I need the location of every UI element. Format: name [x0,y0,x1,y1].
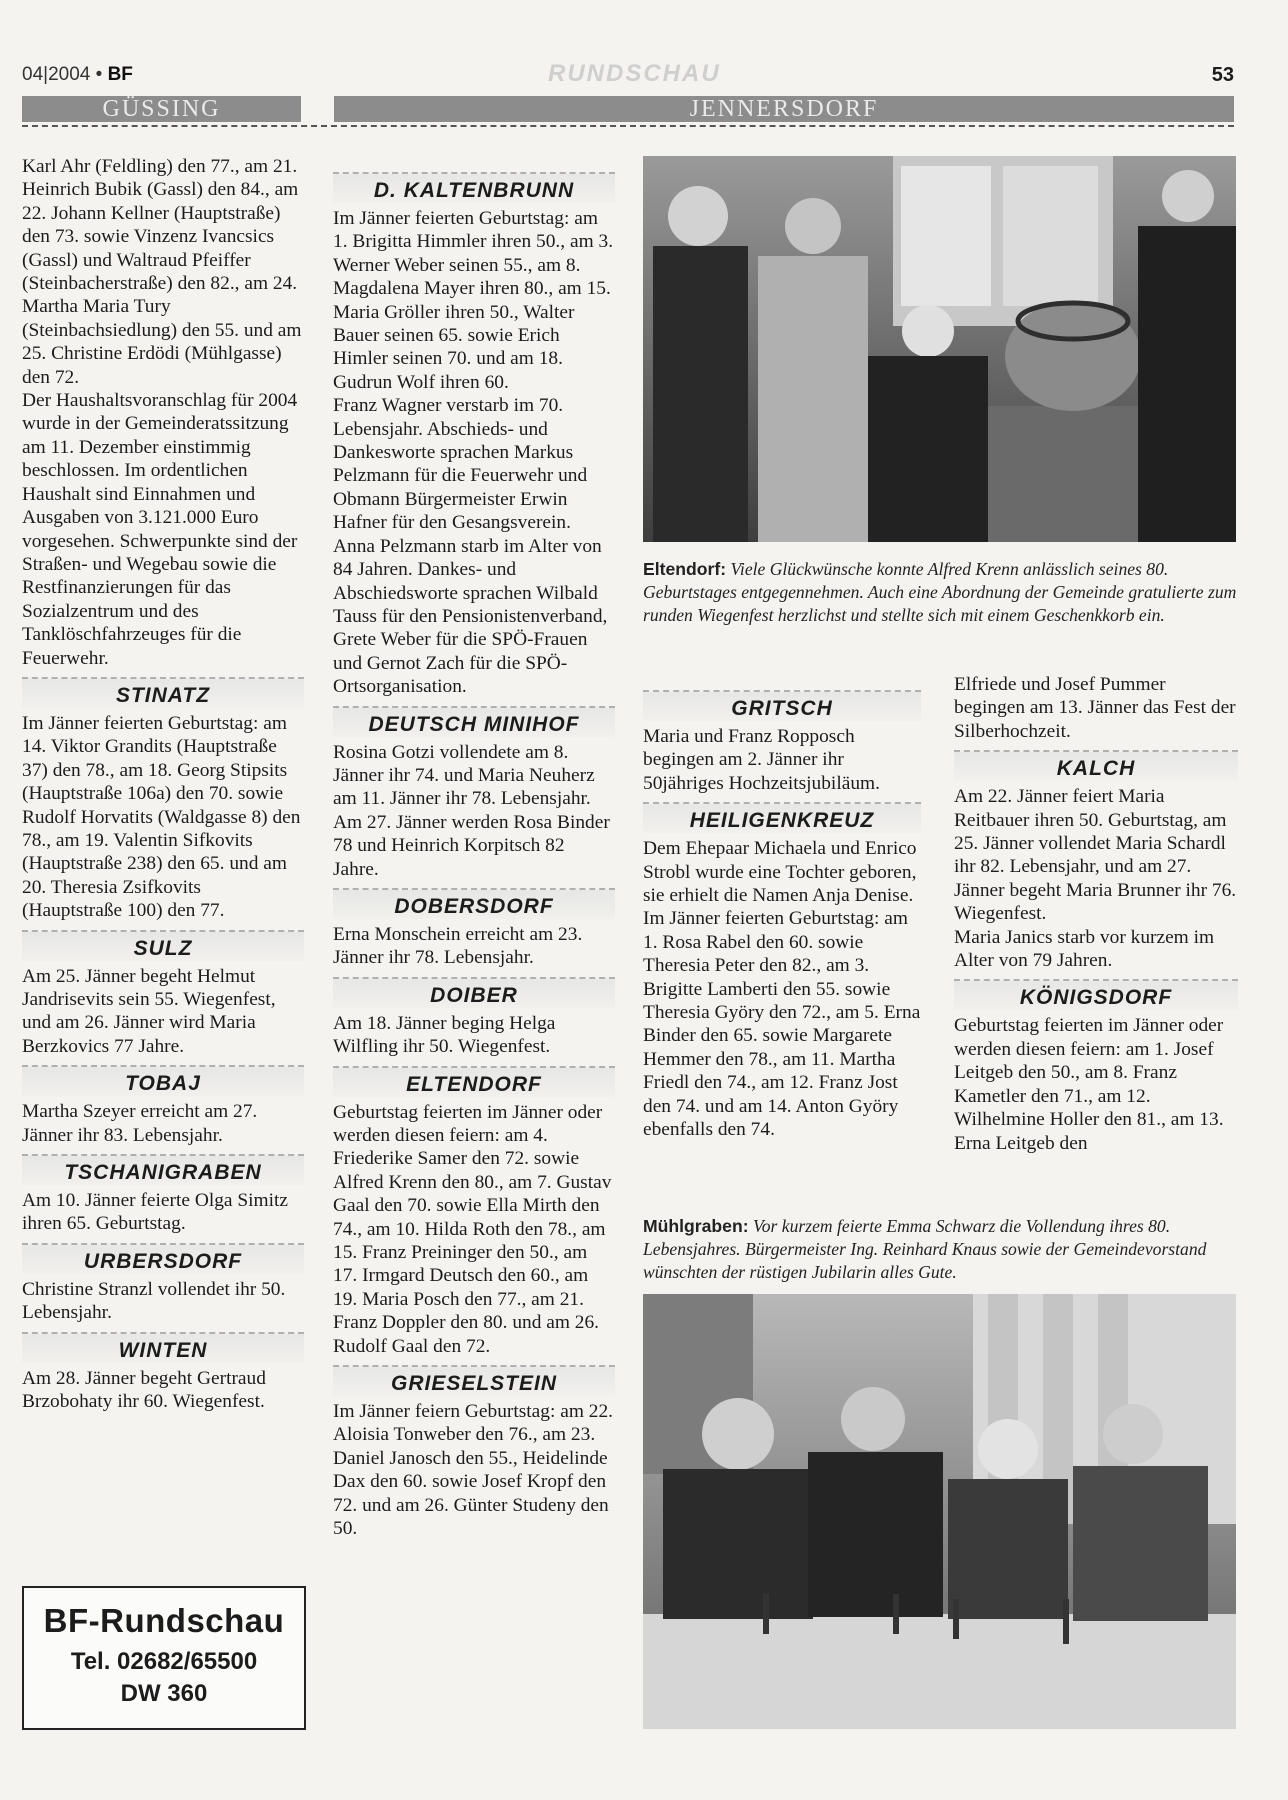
caption-text: Viele Glückwünsche konnte Alfred Krenn anlässlich seines 80. Geburtstages entgegennehmen. Auch eine Abordnung der Gemeinde gratulierte zum runden Wiegenfest herzlichst und stellte sich mit einem Geschenkkorb ein. [643,559,1237,625]
article-text: Am 25. Jänner begeht Helmut Jandrisevits sein 55. Wiegenfest, und am 26. Jänner wird Maria Berzkovics 77 Jahre. [22,965,276,1057]
section-title-urbersdorf: URBERSDORF [22,1243,304,1274]
header-divider [22,125,1234,127]
contact-ad-box [22,1586,306,1730]
caption-place: Mühlgraben: [643,1216,749,1236]
section-title-kalch: KALCH [954,750,1238,781]
photo-muehlgraben-birthday [643,1294,1236,1729]
article-text: Am 10. Jänner feierte Olga Simitz ihren 65. Geburtstag. [22,1190,289,1235]
issue-number: 04|2004 [22,64,91,85]
article-text: Geburtstag feierten im Jänner oder werden diesen feiern: am 1. Josef Leitgeb den 50., am 8. Franz Kametler den 71., am 12. Wilhelmine Holler den 81., am 13. Erna Leitgeb den [954,1015,1224,1154]
section-title-dobersdorf: DOBERSDORF [333,888,615,919]
column-2 [333,172,615,1541]
section-title-kaltenbrunn: D. KALTENBRUNN [333,172,615,203]
article-text: Maria Janics starb vor kurzem im Alter von 79 Jahren. [954,926,1215,972]
photo-caption-muehlgraben [643,1215,1243,1284]
article-text: Im Jänner feierten Geburtstag: am 14. Viktor Grandits (Hauptstraße 37) den 78., am 18. Georg Stipsits (Hauptstraße 106a) den 70. sowie Rudolf Horvatits (Waldgasse 8) den 78., am 19. Valentin Sifkovits (Hauptstraße 238) den 65. und am 20. Theresia Zsifkovits (Hauptstraße 100) den 77. [22,712,301,922]
column-1 [22,155,304,1413]
article-text: Erna Monschein erreicht am 23. Jänner ihr 78. Lebensjahr. [333,923,583,969]
caption-place: Eltendorf: [643,559,727,579]
caption-text: Vor kurzem feierte Emma Schwarz die Vollendung ihres 80. Lebensjahres. Bürgermeister Ing. Reinhard Knaus sowie der Gemeindevorstand wünschten der rüstigen Jubilarin alles Gute. [643,1216,1207,1282]
section-title-sulz: SULZ [22,930,304,961]
article-text: Der Haushaltsvoranschlag für 2004 wurde in der Gemeinderatssitzung am 11. Dezember einstimmig beschlossen. Im ordentlichen Haushalt sind Einnahmen und Ausgaben von 3.121.000 Euro vorgesehen. Schwerpunkte sind der Straßen- und Wegebau sowie die Restfinanzierungen für das Sozialzentrum und des Tanklöschfahrzeuges für die Feuerwehr. [22,390,298,669]
article-text: Franz Wagner verstarb im 70. Lebensjahr. Abschieds- und Dankesworte sprachen Markus Pelzmann für die Feuerwehr und Obmann Bürgermeister Erwin Hafner für den Gesangsverein. [333,395,588,534]
section-title-winten: WINTEN [22,1332,304,1363]
article-text: Am 28. Jänner begeht Gertraud Brzobohaty ihr 60. Wiegenfest. [22,1367,266,1413]
article-text: Maria und Franz Ropposch begingen am 2. Jänner ihr 50jähriges Hochzeitsjubiläum. [643,726,880,794]
article-text: Im Jänner feiern Geburtstag: am 22. Aloisia Tonweber den 76., am 23. Daniel Janosch den 55., Heidelinde Dax den 60. sowie Josef Kropf den 72. und am 26. Günter Studeny den 50. [333,1401,613,1540]
article-text: Christine Stranzl vollendet ihr 50. Lebensjahr. [22,1278,286,1324]
article-text: Am 27. Jänner werden Rosa Binder 78 und Heinrich Korpitsch 82 Jahre. [333,811,610,880]
section-title-grieselstein: GRIESELSTEIN [333,1365,615,1396]
section-title-doiber: DOIBER [333,977,615,1008]
page-number: 53 [1211,64,1234,86]
region-banner-guessing: GÜSSING [22,96,301,122]
article-text: Dem Ehepaar Michaela und Enrico Strobl wurde eine Tochter geboren, sie erhielt die Namen Anja Denise. [643,838,917,907]
ad-extension: DW 360 [120,1680,208,1707]
issue-line [22,64,133,86]
article-text: Rosina Gotzi vollendete am 8. Jänner ihr 74. und Maria Neuherz am 11. Jänner ihr 78. Lebensjahr. [333,741,595,810]
article-text: Im Jänner feierten Geburtstag: am 1. Rosa Rabel den 60. sowie Theresia Peter den 82., am 3. Brigitte Lamberti den 55. sowie Theresia Györy den 72., am 5. Erna Binder den 65. sowie Margarete Hemmer den 78., am 11. Martha Friedl den 74., am 12. Franz Jost den 74. und am 14. Anton Györy ebenfalls den 74. [643,908,921,1141]
issue-bullet: • [95,64,103,85]
article-text: Martha Szeyer erreicht am 27. Jänner ihr 83. Lebensjahr. [22,1101,258,1146]
column-3 [643,683,921,1142]
brand-label: BF [107,64,133,85]
region-banner-jennersdorf: JENNERSDORF [334,96,1234,122]
article-text: Am 18. Jänner beging Helga Wilfling ihr 50. Wiegenfest. [333,1012,556,1058]
photo-eltendorf-birthday [643,156,1236,542]
ad-phone: Tel. 02682/65500 [70,1648,258,1675]
article-text: Anna Pelzmann starb im Alter von 84 Jahren. Dankes- und Abschiedsworte sprachen Wilbald Tauss für den Pensionistenverband, Grete Weber für die SPÖ-Frauen und Gernot Zach für die SPÖ-Ortsorganisation. [333,535,608,698]
article-text: Im Jänner feierten Geburtstag: am 1. Brigitta Himmler ihren 50., am 3. Werner Weber seinen 55., am 8. Magdalena Mayer ihren 80., am 15. Maria Gröller ihren 50., Walter Bauer seinen 65. sowie Erich Himler seinen 70. und am 18. Gudrun Wolf ihren 60. [333,208,614,393]
section-title-heiligenkreuz: HEILIGENKREUZ [643,802,921,833]
article-text: Elfriede und Josef Pummer begingen am 13. Jänner das Fest der Silberhochzeit. [954,674,1236,742]
article-text: Am 22. Jänner feiert Maria Reitbauer ihren 50. Geburtstag, am 25. Jänner vollendet Maria Schardl ihr 82. Lebensjahr, und am 27. Jänner begeht Maria Brunner ihr 76. Wiegenfest. [954,786,1237,925]
section-title-koenigsdorf: KÖNIGSDORF [954,979,1238,1010]
section-title-tschanigraben: TSCHANIGRABEN [22,1154,304,1185]
section-name: RUNDSCHAU [548,60,721,87]
article-text: Geburtstag feierten im Jänner oder werden diesen feiern: am 4. Friederike Samer den 72. sowie Alfred Krenn den 80., am 7. Gustav Gaal den 70. sowie Ella Mirth den 74., am 10. Hilda Roth den 78., am 15. Franz Preininger den 50., am 17. Irmgard Deutsch den 60., am 19. Maria Posch den 77., am 21. Franz Doppler den 80. und am 26. Rudolf Gaal den 72. [333,1101,612,1357]
section-title-stinatz: STINATZ [22,677,304,708]
section-title-tobaj: TOBAJ [22,1065,304,1096]
section-title-gritsch: GRITSCH [643,690,921,721]
ad-title: BF-Rundschau [43,1602,285,1639]
section-title-eltendorf: ELTENDORF [333,1066,615,1097]
article-text: Karl Ahr (Feldling) den 77., am 21. Heinrich Bubik (Gassl) den 84., am 22. Johann Kellner (Hauptstraße) den 73. sowie Vinzenz Ivancsics (Gassl) und Waltraud Pfeiffer (Steinbacherstraße) den 82., am 24. Martha Maria Tury (Steinbachsiedlung) den 55. und am 25. Christine Erdödi (Mühlgasse) den 72. [22,156,302,388]
section-title-deutsch-minihof: DEUTSCH MINIHOF [333,706,615,737]
column-4 [954,673,1238,1155]
photo-caption-eltendorf [643,558,1243,627]
